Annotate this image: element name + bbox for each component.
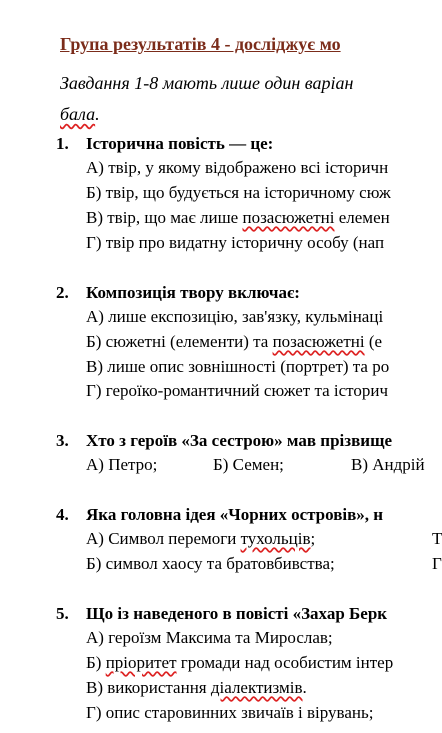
option-text: В) твір, що має лише — [86, 208, 243, 227]
option-text-end: елемен — [334, 208, 390, 227]
section-header: Група результатів 4 - досліджує мо — [60, 34, 341, 54]
question-3-option-a: А) Петро; — [86, 455, 158, 474]
question-2-text: Композиція твору включає: — [86, 283, 300, 302]
option-text-end: громади над особистим інтер — [176, 653, 394, 672]
option-spellcheck-word: тухольців — [240, 529, 311, 548]
option-text: А) лише експозицію, зав'язку, кульмінаці — [86, 307, 384, 326]
question-1-option-a — [86, 158, 388, 178]
question-4-option-c-fragment: Т — [432, 529, 442, 548]
question-2-option-b — [86, 332, 382, 352]
option-spellcheck-word: позасюжетні — [242, 208, 335, 227]
option-text: А) твір, у якому відображено всі історичн — [86, 158, 389, 177]
question-1-number: 1. — [56, 134, 69, 153]
question-5-text: Що із наведеного в повісті «Захар Берк — [86, 604, 388, 623]
question-5-option-c — [86, 678, 307, 698]
option-text: Б) — [86, 653, 106, 672]
question-5-option-b — [86, 653, 393, 673]
question-2-option-c — [86, 357, 389, 377]
option-text: Б) твір, що будується на історичному сюж — [86, 183, 391, 202]
instructions-word: бала — [60, 104, 96, 124]
question-5-option-a — [86, 628, 333, 648]
question-2-option-d — [86, 381, 388, 401]
option-text: Б) сюжетні (елементи) та — [86, 332, 273, 351]
question-3-option-c: В) Андрій — [351, 455, 425, 474]
question-4-text: Яка головна ідея «Чорних островів», н — [86, 505, 384, 524]
option-text: Г) опис старовинних звичаїв і вірувань; — [86, 703, 374, 722]
option-text: А) Символ перемоги — [86, 529, 241, 548]
option-text-end: (е — [364, 332, 383, 351]
instructions-period: . — [95, 104, 100, 124]
option-text-end: ; — [310, 529, 316, 548]
option-spellcheck-word: позасюжетні — [272, 332, 365, 351]
instructions-line-2 — [60, 104, 100, 124]
question-2-number: 2. — [56, 283, 69, 302]
question-1-option-c — [86, 208, 390, 228]
option-text: А) героїзм Максима та Мирослав; — [86, 628, 333, 647]
question-3-number: 3. — [56, 431, 69, 450]
instructions-line-1: Завдання 1-8 мають лише один варіан — [60, 73, 354, 93]
option-spellcheck-word: пріоритет — [105, 653, 177, 672]
question-3-option-b: Б) Семен; — [213, 455, 284, 474]
option-text-end: . — [302, 678, 307, 697]
question-4-number: 4. — [56, 505, 69, 524]
option-text: В) використання — [86, 678, 211, 697]
option-text: В) лише опис зовнішності (портрет) та ро — [86, 357, 390, 376]
question-3-text: Хто з героїв «За сестрою» мав прізвище — [86, 431, 392, 450]
question-5-option-d — [86, 703, 373, 723]
question-2-option-a — [86, 307, 383, 327]
option-text: Г) героїко-романтичний сюжет та історич — [86, 381, 389, 400]
question-4-option-b — [86, 554, 335, 574]
option-text: Б) символ хаосу та братовбивства; — [86, 554, 335, 573]
question-1-text: Історична повість — це: — [86, 134, 274, 153]
question-4-option-a — [86, 529, 315, 549]
option-spellcheck-word: діалектизмів — [210, 678, 303, 697]
question-1-option-d — [86, 233, 384, 253]
option-text: Г) твір про видатну історичну особу (нап — [86, 233, 385, 252]
question-4-option-d-fragment: Г — [432, 554, 442, 573]
question-1-option-b — [86, 183, 391, 203]
question-5-number: 5. — [56, 604, 69, 623]
